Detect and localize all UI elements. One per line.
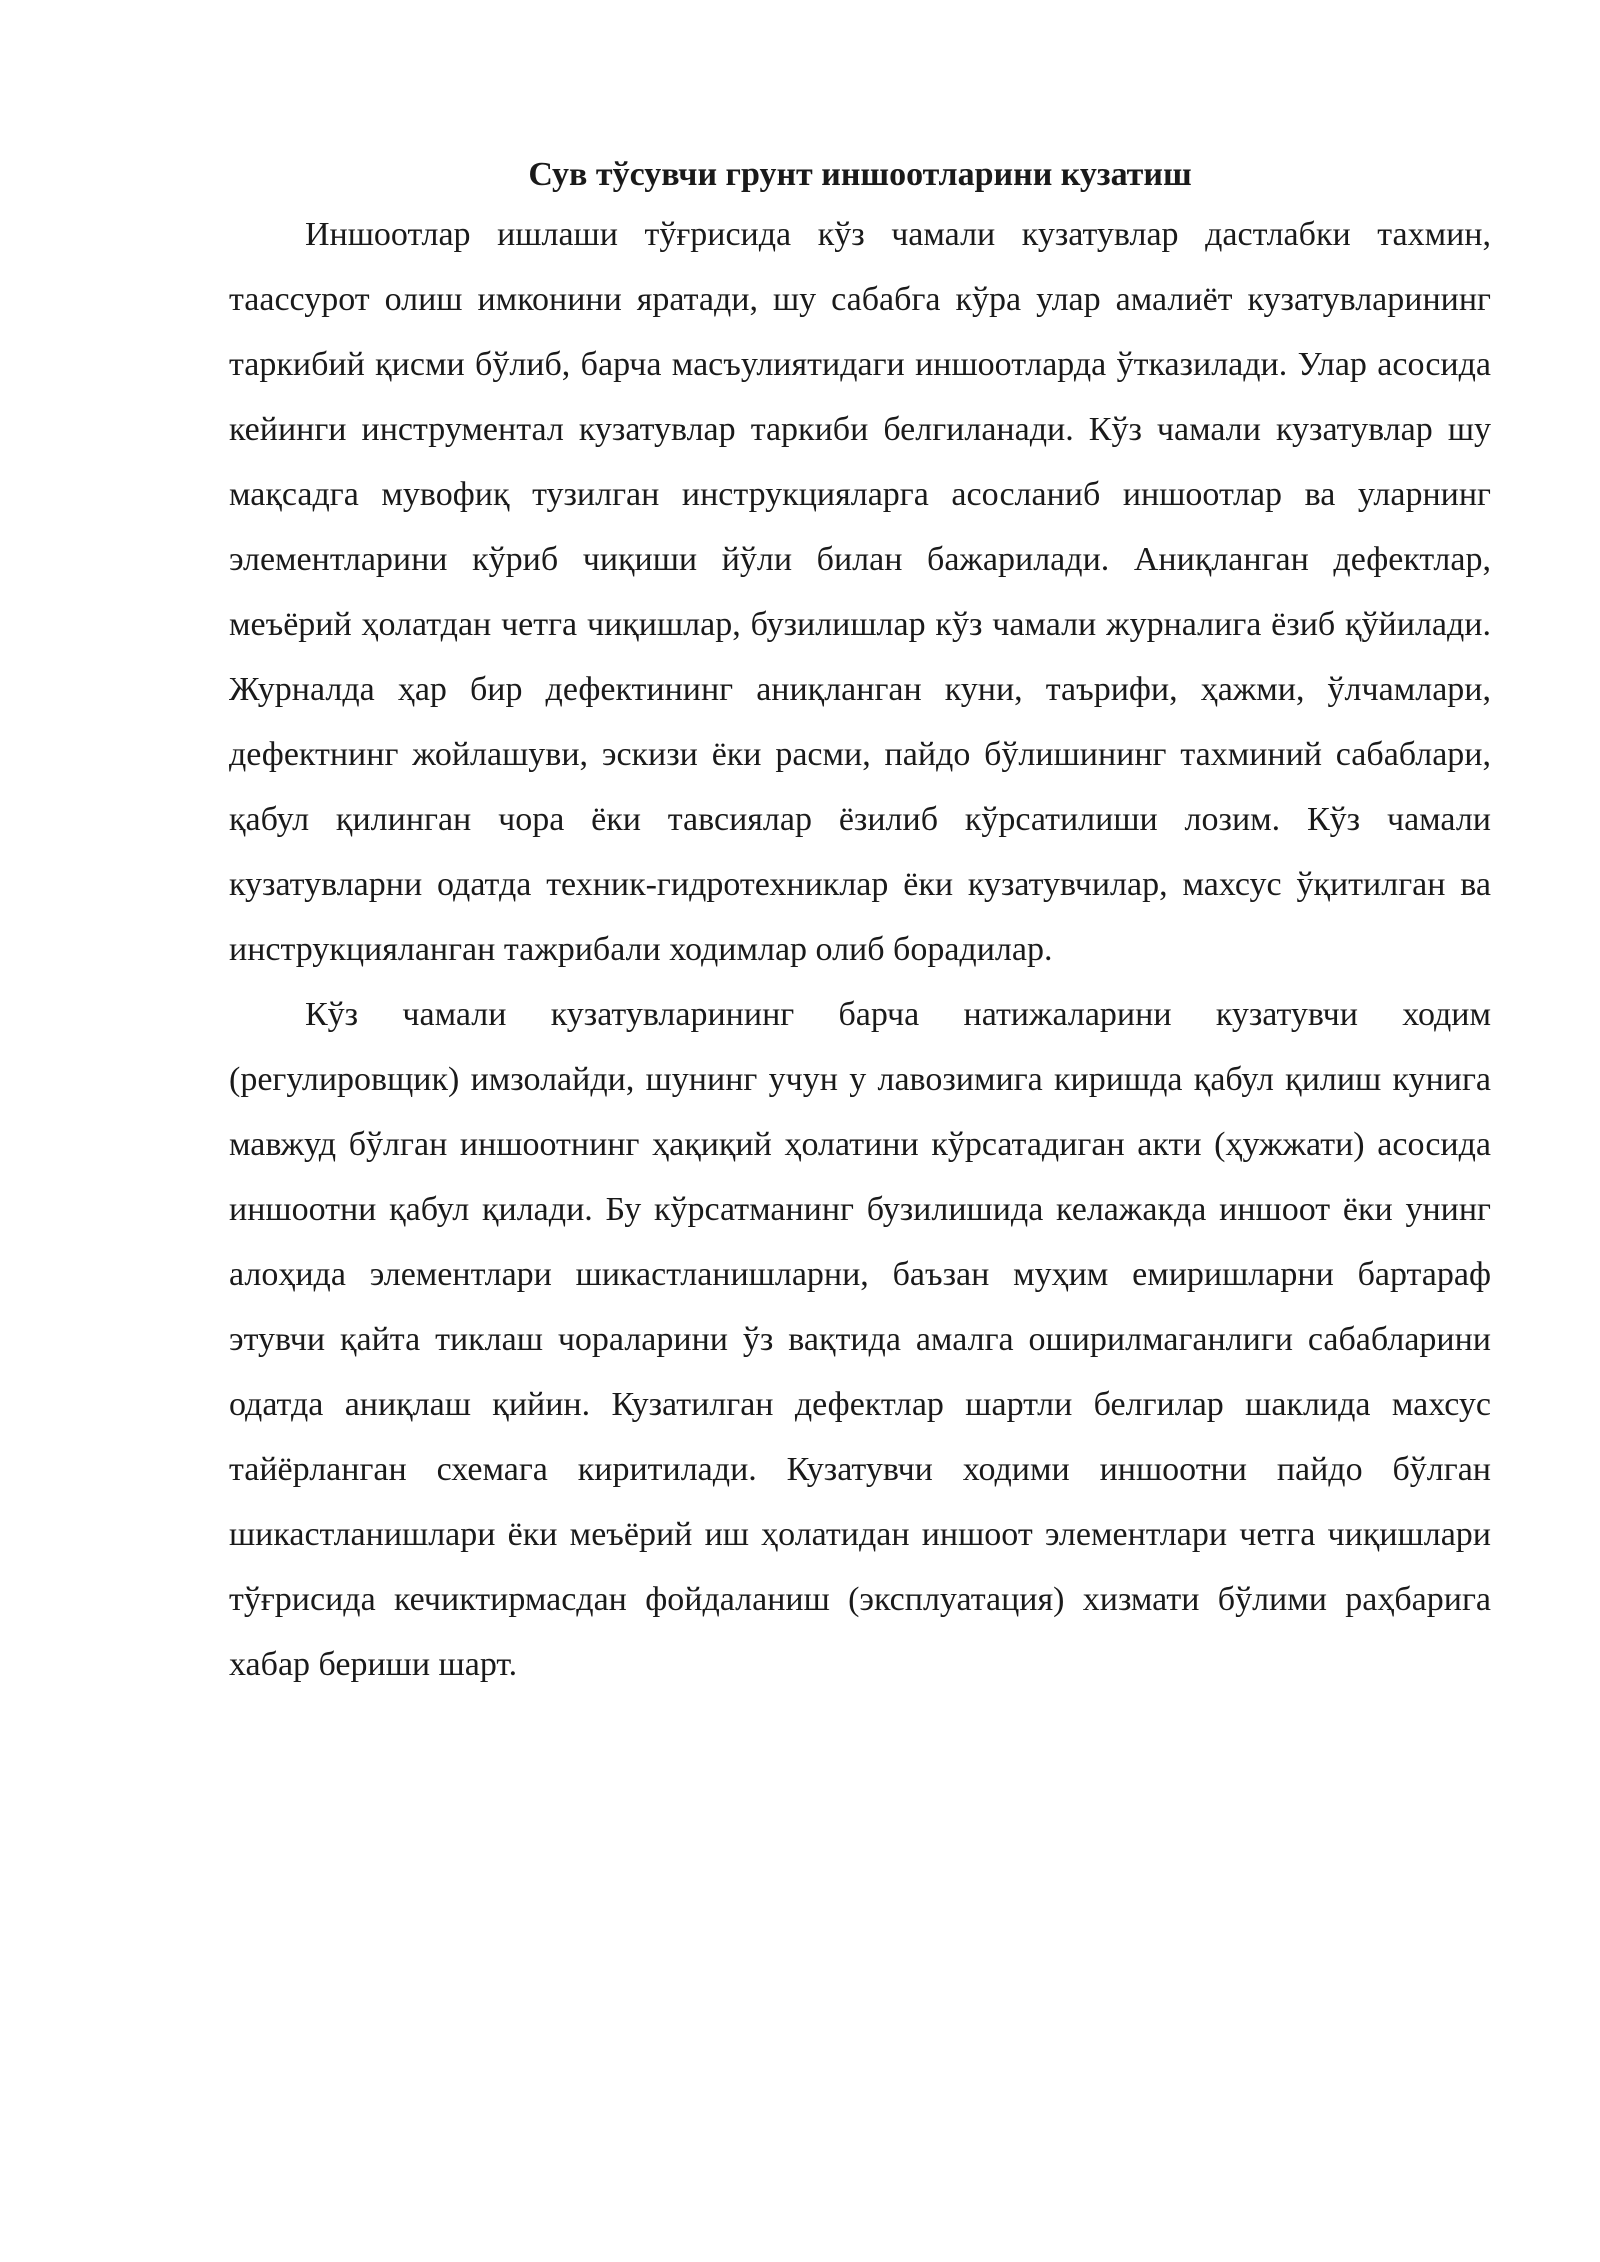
paragraph-observer-responsibilities: Кўз чамали кузатувларининг барча натижаларини кузатувчи ходим (регулировщик) имзолайди, шунинг учун у лавозимига киришда қабул қилиш кунига мавжуд бўлган иншоотнинг ҳақиқий ҳолатини кўрсатадиган акти (ҳужжати) асосида иншоотни қабул қилади. Бу кўрсатманинг бузилишида келажакда иншоот ёки унинг алоҳида элементлари шикастланишларни, баъзан муҳим емиришларни бартараф этувчи қайта тиклаш чораларини ўз вақтида амалга оширилмаганлиги сабабларини одатда аниқлаш қийин. Кузатилган дефектлар шартли белгилар шаклида махсус тайёрланган схемага киритилади. Кузатувчи ходими иншоотни пайдо бўлган шикастланишлари ёки меъёрий иш ҳолатидан иншоот элементлари четга чиқишлари тўғрисида кечиктирмасдан фойдаланиш (эксплуатация) хизмати бўлими раҳбарига хабар бериши шарт. [229, 996, 1491, 1683]
document-body [229, 150, 1491, 1697]
paragraph-visual-observations: Иншоотлар ишлаши тўғрисида кўз чамали кузатувлар дастлабки тахмин, таассурот олиш имконини яратади, шу сабабга кўра улар амалиёт кузатувларининг таркибий қисми бўлиб, барча масъулиятидаги иншоотларда ўтказилади. Улар асосида кейинги инструментал кузатувлар таркиби белгиланади. Кўз чамали кузатувлар шу мақсадга мувофиқ тузилган инструкцияларга асосланиб иншоотлар ва уларнинг элементларини кўриб чиқиши йўли билан бажарилади. Аниқланган дефектлар, меъёрий ҳолатдан четга чиқишлар, бузилишлар кўз чамали журналига ёзиб қўйилади. Журналда ҳар бир дефектининг аниқланган куни, таърифи, ҳажми, ўлчамлари, дефектнинг жойлашуви, эскизи ёки расми, пайдо бўлишининг тахминий сабаблари, қабул қилинган чора ёки тавсиялар ёзилиб кўрсатилиши лозим. Кўз чамали кузатувларни одатда техник-гидротехниклар ёки кузатувчилар, махсус ўқитилган ва инструкцияланган тажрибали ходимлар олиб борадилар. [229, 216, 1491, 968]
document-title: Сув тўсувчи грунт иншоотларини кузатиш [528, 156, 1192, 193]
